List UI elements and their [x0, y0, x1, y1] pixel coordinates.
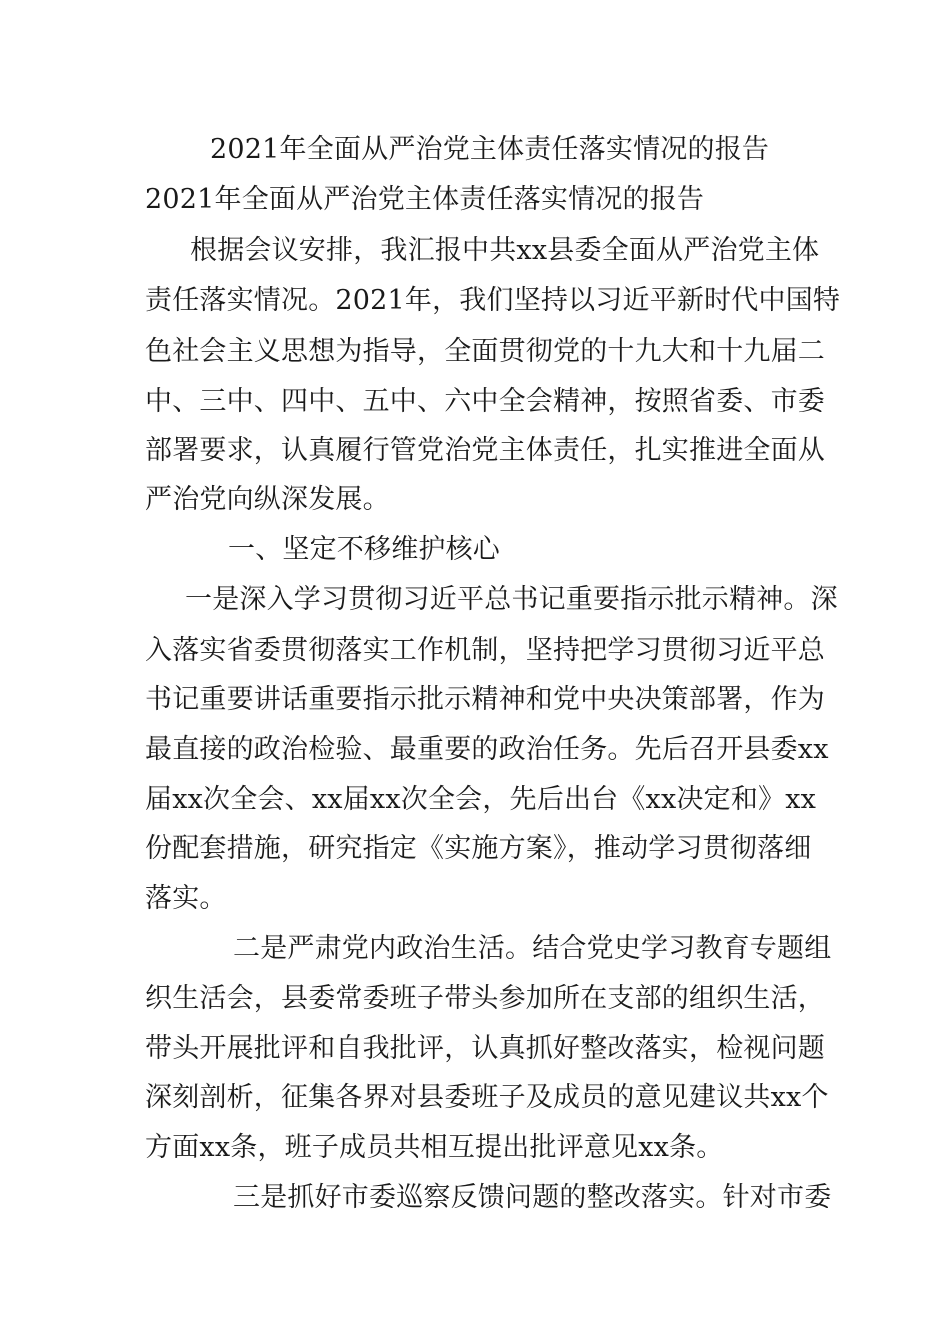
intro-line: 根据会议安排，我汇报中共xx县委全面从严治党主体: [190, 235, 820, 266]
paragraph-line: 织生活会，县委常委班子带头参加所在支部的组织生活，: [145, 983, 825, 1014]
intro-line: 色社会主义思想为指导，全面贯彻党的十九大和十九届二: [145, 336, 825, 367]
paragraph-line: 一是深入学习贯彻习近平总书记重要指示批示精神。深: [185, 584, 838, 615]
paragraph-line: 落实。: [145, 883, 227, 914]
intro-line: 部署要求，认真履行管党治党主体责任，扎实推进全面从: [145, 435, 825, 466]
paragraph-line: 带头开展批评和自我批评，认真抓好整改落实，检视问题: [145, 1033, 825, 1064]
document-title: 2021年全面从严治党主体责任落实情况的报告: [210, 134, 770, 165]
intro-line: 责任落实情况。2021年，我们坚持以习近平新时代中国特: [145, 285, 841, 316]
section-heading: 一、坚定不移维护核心: [228, 534, 500, 565]
paragraph-line: 最直接的政治检验、最重要的政治任务。先后召开县委xx: [145, 734, 829, 765]
paragraph-line: 方面xx条，班子成员共相互提出批评意见xx条。: [145, 1132, 724, 1163]
paragraph-line: 二是严肃党内政治生活。结合党史学习教育专题组: [233, 933, 832, 964]
paragraph-line: 届xx次全会、xx届xx次全会，先后出台《xx决定和》xx: [145, 784, 817, 815]
document-subtitle: 2021年全面从严治党主体责任落实情况的报告: [145, 184, 705, 215]
paragraph-line: 深刻剖析，征集各界对县委班子及成员的意见建议共xx个: [145, 1082, 829, 1113]
intro-line: 严治党向纵深发展。: [145, 484, 390, 515]
paragraph-line: 三是抓好市委巡察反馈问题的整改落实。针对市委: [233, 1182, 832, 1213]
paragraph-line: 份配套措施，研究指定《实施方案》，推动学习贯彻落细: [145, 833, 812, 864]
intro-line: 中、三中、四中、五中、六中全会精神，按照省委、市委: [145, 386, 825, 417]
paragraph-line: 书记重要讲话重要指示批示精神和党中央决策部署，作为: [145, 684, 825, 715]
paragraph-line: 入落实省委贯彻落实工作机制，坚持把学习贯彻习近平总: [145, 635, 825, 666]
